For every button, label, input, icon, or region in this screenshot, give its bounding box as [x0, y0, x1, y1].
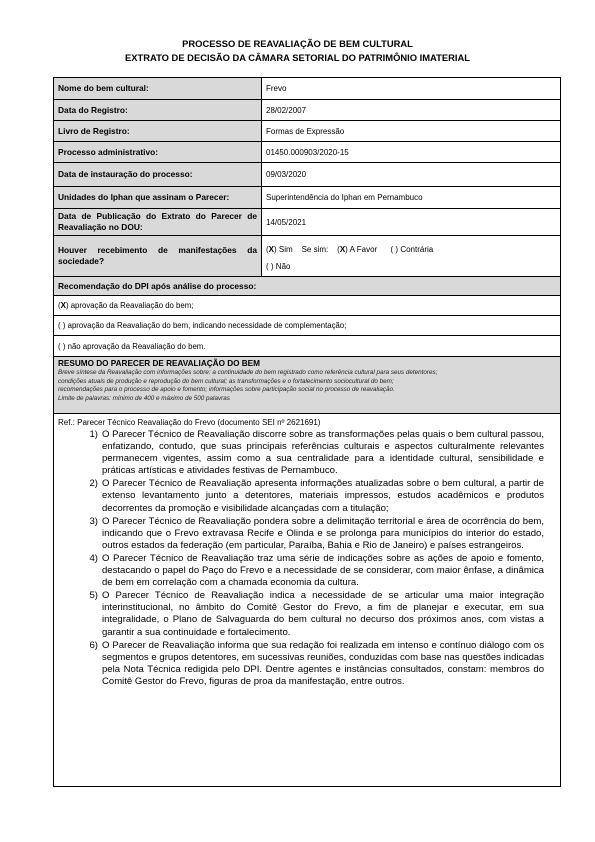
list-item [89, 552, 544, 589]
field-row-manifestacoes [54, 236, 561, 277]
summary-header-row [54, 357, 561, 414]
item-text: O Parecer Técnico de Reavaliação discorre sobre as transformações pelas quais o bem cultural passou, enfatizando, contudo, que suas principais referências culturais e aspectos culturalmente relevantes permanecem vigentes, assim como a sua centralidade para a identidade cultural, sensibilidade e práticas artísticas e atividades festivas de Pernambuco. [102, 429, 544, 477]
field-row-processo [54, 142, 561, 163]
item-number: 5) [89, 590, 98, 602]
list-item [89, 478, 544, 514]
recommendation-option-row [54, 296, 561, 316]
recommendation-header-row [54, 277, 561, 296]
recommendation-option-approve[interactable]: (X) aprovação da Reavaliação do bem; [54, 296, 561, 316]
field-label: Processo administrativo: [54, 142, 262, 163]
field-row-unidades [54, 187, 561, 209]
sim-label: Sim [278, 244, 293, 254]
field-label: Data de instauração do processo: [54, 163, 262, 187]
field-value: Formas de Expressão [262, 121, 561, 142]
favor-checkbox[interactable]: X [339, 244, 346, 254]
item-text: O Parecer Técnico de Reavaliação pondera sobre a delimitação territorial e área de ocorrência do bem, indicando que o Frevo extravasa Recife e Olinda e se prolonga para municípios do interior do estado, outros estados da federação (em particular, Paraíba, Bahia e Rio de Janeiro) e países estrangeiros. [102, 515, 544, 551]
field-label: Nome do bem cultural: [54, 78, 262, 100]
item-text: O Parecer Técnico de Reavaliação apresenta informações atualizadas sobre o bem cultural, a partir de extenso levantamento junto a detentores, materiais impressos, estudos acadêmicos e produtos decorrentes da promoção e visibilidade alcançadas com a titulação; [102, 478, 544, 514]
field-label: Unidades do Iphan que assinam o Parecer: [54, 187, 262, 209]
se-sim-label: Se sim: [301, 244, 329, 254]
item-text: O Parecer Técnico de Reavaliação traz uma série de indicações sobre as ações de apoio e fomento, destacando o papel do Paço do Frevo e a necessidade de se considerar, com maior ênfase, a dinâmica de bem em correlação com a chamada economia da cultura. [102, 552, 544, 589]
summary-reference: Ref.: Parecer Técnico Reavaliação do Frevo (documento SEI nº 2621691) [58, 418, 321, 427]
complement-checkbox[interactable] [61, 321, 63, 330]
document-title: PROCESSO DE REAVALIAÇÃO DE BEM CULTURAL [182, 38, 413, 49]
field-row-instauracao [54, 163, 561, 187]
sim-checkbox[interactable]: X [268, 244, 275, 254]
summary-instructions: recomendações para o processo de apoio e fomento; informações sobre participação social no processo de reavaliação. [58, 386, 395, 394]
summary-body-row [54, 414, 561, 787]
contraria-checkbox[interactable] [393, 245, 395, 254]
summary-body [54, 414, 561, 787]
item-text: O Parecer Técnico de Reavaliação indica a necessidade de se articular uma maior integração interinstitucional, no âmbito do Comitê Gestor do Frevo, a fim de planejar e executar, em sua integralidade, o Plano de Salvaguarda do bem cultural no decurso dos próximos anos, com vistas a garantir a sua continuidade e fortalecimento. [102, 590, 544, 638]
field-value: 28/02/2007 [262, 100, 561, 121]
list-item [89, 639, 544, 688]
option-text: aprovação da Reavaliação do bem, indicando necessidade de complementação; [67, 321, 347, 330]
item-number: 1) [89, 429, 98, 440]
favor-label: A Favor [349, 244, 378, 254]
recommendation-title: Recomendação do DPI após análise do processo: [54, 277, 561, 296]
field-label: Houver recebimento de manifestações da sociedade? [54, 236, 262, 277]
document-subtitle: EXTRATO DE DECISÃO DA CÂMARA SETORIAL DO PATRIMÔNIO IMATERIAL [125, 52, 470, 63]
list-item [89, 590, 544, 638]
approve-checkbox[interactable]: X [60, 301, 66, 310]
summary-header [54, 357, 561, 414]
field-label: Data do Registro: [54, 100, 262, 121]
field-value: Frevo [262, 78, 561, 100]
field-label: Livro de Registro: [54, 121, 262, 142]
list-item [89, 429, 544, 477]
field-value: 09/03/2020 [262, 163, 561, 187]
option-text: aprovação da Reavaliação do bem; [70, 301, 194, 310]
item-number: 4) [89, 552, 98, 564]
manifest-options: (X) Sim Se sim: (X) A Favor ( ) Contrária ( ) Não [262, 236, 561, 277]
field-row-registro-date [54, 100, 561, 121]
nao-label: Não [275, 261, 291, 271]
item-number: 6) [89, 639, 98, 651]
option-text: não aprovação da Reavaliação do bem. [67, 341, 206, 351]
item-number: 3) [89, 515, 98, 527]
nao-checkbox[interactable] [269, 262, 271, 271]
field-value: Superintendência do Iphan em Pernambuco [262, 187, 561, 209]
recommendation-option-complement[interactable]: ( ) aprovação da Reavaliação do bem, indicando necessidade de complementação; [54, 316, 561, 336]
summary-title: RESUMO DO PARECER DE REAVALIAÇÃO DO BEM [58, 359, 260, 368]
field-value: 01450.000903/2020-15 [262, 142, 561, 163]
reject-checkbox[interactable] [61, 342, 63, 351]
field-label: Data de Publicação do Extrato do Parecer de Reavaliação no DOU: [54, 209, 262, 236]
list-item [89, 515, 544, 552]
item-number: 2) [89, 478, 98, 490]
summary-word-limit: Limite de palavras: mínimo de 400 e máximo de 500 palavras [58, 394, 230, 402]
recommendation-option-reject[interactable]: ( ) não aprovação da Reavaliação do bem. [54, 336, 561, 357]
item-text: O Parecer de Reavaliação informa que sua redação foi realizada em intenso e contínuo diálogo com os segmentos e grupos detentores, em sucessivas reuniões, conduzidas com base nas questões indicadas pela Nota Técnica redigida pelo DPI. Dentre agentes e instâncias consultados, constam: membros do Comitê Gestor do Frevo, figuras de proa da manifestação, entre outros. [102, 639, 544, 687]
contraria-label: Contrária [400, 244, 434, 254]
recommendation-option-row [54, 316, 561, 336]
field-row-name [54, 78, 561, 100]
summary-instructions: condições atuais de produção e reprodução do bem cultural; as transformações e o fortalecimento sociocultural do bem; [58, 377, 394, 385]
summary-list [89, 429, 544, 688]
process-table [53, 77, 561, 787]
field-value: 14/05/2021 [262, 209, 561, 236]
recommendation-option-row [54, 336, 561, 357]
summary-instructions: Breve síntese da Reavaliação com informações sobre: a continuidade do bem registrado como referência cultural para seus detentores; [58, 369, 438, 376]
field-row-livro [54, 121, 561, 142]
field-row-publicacao [54, 209, 561, 236]
